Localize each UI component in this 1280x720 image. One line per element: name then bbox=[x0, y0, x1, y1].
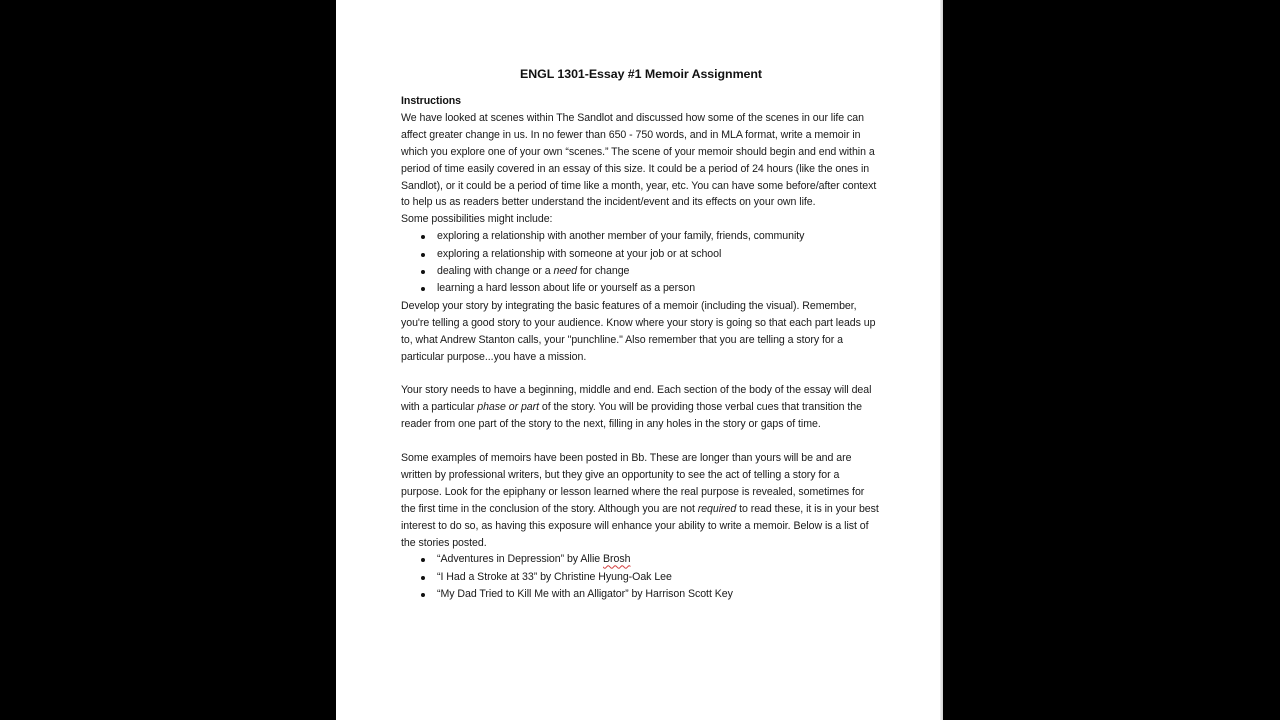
list-item: dealing with change or a need for change bbox=[401, 263, 881, 280]
emphasis-text: phase or part bbox=[477, 401, 540, 414]
list-item: “My Dad Tried to Kill Me with an Alligator” by Harrison Scott Key bbox=[401, 586, 881, 603]
document-page bbox=[336, 0, 943, 720]
list-item: learning a hard lesson about life or yourself as a person bbox=[401, 280, 881, 297]
structure-paragraph: Your story needs to have a beginning, middle and end. Each section of the body of the essay will deal with a particular phase or part of the story. You will be providing those verbal cues that transition the reader from one part of the story to the next, filling in any holes in the story or gaps of time. bbox=[401, 384, 872, 431]
document-content bbox=[401, 64, 881, 604]
list-item: “I Had a Stroke at 33” by Christine Hyung-Oak Lee bbox=[401, 569, 881, 586]
emphasis-text: required bbox=[697, 502, 737, 515]
page-edge-shadow bbox=[940, 0, 943, 720]
possibilities-list bbox=[401, 228, 881, 298]
instructions-heading: Instructions bbox=[401, 95, 462, 107]
list-item: “Adventures in Depression” by Allie Brosh bbox=[401, 551, 881, 568]
possibilities-intro: Some possibilities might include: bbox=[401, 213, 553, 226]
document-title: ENGL 1301-Essay #1 Memoir Assignment bbox=[520, 67, 762, 81]
develop-paragraph: Develop your story by integrating the basic features of a memoir (including the visual). Remember, you're telling a good story to your audience. Know where your story is going so that each part leads up to, what Andrew Stanton calls, your "punchline." Also remember that you are telling a story for a particular purpose...you have a mission. bbox=[401, 299, 876, 363]
intro-paragraph: We have looked at scenes within The Sandlot and discussed how some of the scenes in our life can affect greater change in us. In no fewer than 650 - 750 words, and in MLA format, write a memoir in which you explore one of your own “scenes.” The scene of your memoir should begin and end within a period of time easily covered in an essay of this size. It could be a period of 24 hours (like the ones in Sandlot), or it could be a period of time like a month, year, etc. You can have some before/after context to help us as readers better understand the incident/event and its effects on your own life. bbox=[401, 111, 877, 209]
list-item: exploring a relationship with someone at your job or at school bbox=[401, 246, 881, 263]
stories-list bbox=[401, 551, 881, 603]
examples-paragraph: Some examples of memoirs have been posted in Bb. These are longer than yours will be and are written by professional writers, but they give an opportunity to see the act of telling a story for a purpose. Look for the epiphany or lesson learned where the real purpose is revealed, sometimes for the first time in the conclusion of the story. Although you are not required to read these, it is in your best interest to do so, as having this exposure will enhance your ability to write a memoir. Below is a list of the stories posted. bbox=[401, 452, 879, 549]
blank-line bbox=[401, 366, 881, 383]
list-item: exploring a relationship with another member of your family, friends, community bbox=[401, 228, 881, 245]
blank-line bbox=[401, 433, 881, 450]
spellcheck-flagged-word: Brosh bbox=[603, 553, 631, 566]
emphasis-text: need bbox=[553, 265, 577, 278]
